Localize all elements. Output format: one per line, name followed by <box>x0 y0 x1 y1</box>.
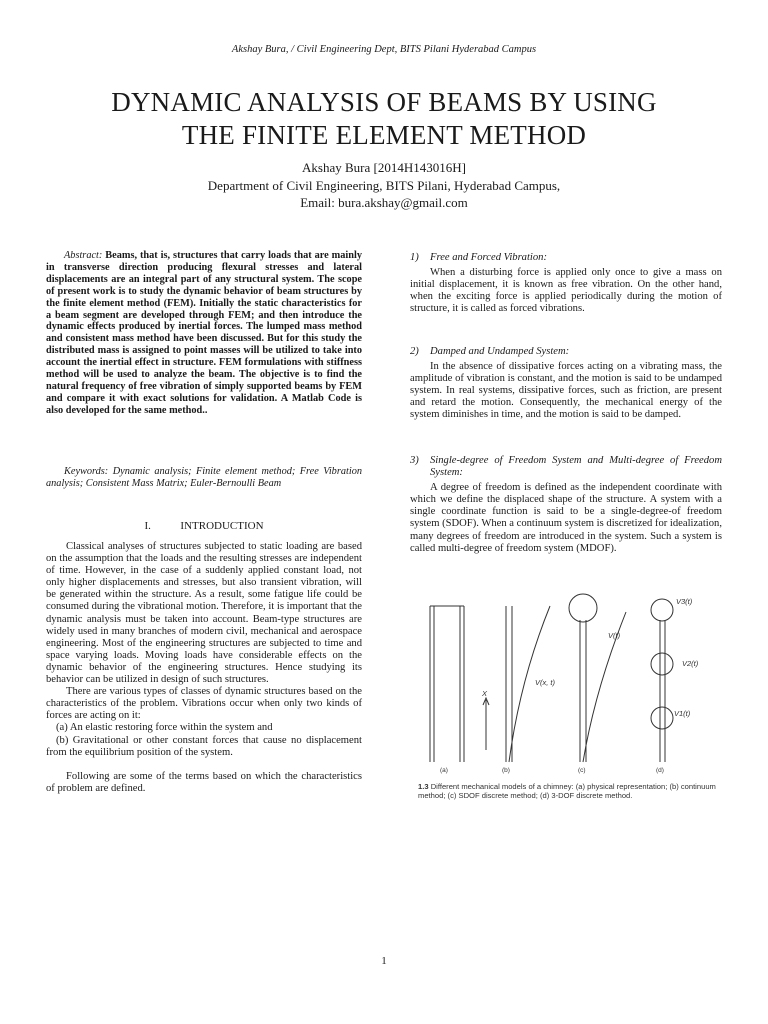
subsection-3-heading <box>410 455 722 479</box>
intro-paragraph-3: Following are some of the terms based on which the characteristics of problem are defined. <box>46 770 362 794</box>
subsection-2-heading <box>410 346 722 358</box>
subsection-3-number: 3) <box>410 455 419 466</box>
figure-caption-text: Different mechanical models of a chimney: (a) physical representation; (b) continuum method; (c) SDOF discrete method; (d) 3-DOF discrete method. <box>418 782 716 800</box>
author-email: Email: bura.akshay@gmail.com <box>300 195 468 210</box>
panel-label-b: (b) <box>502 767 510 774</box>
subsection-2-text: In the absence of dissipative forces acting on a vibrating mass, the amplitude of vibration is constant, and the motion is said to be undamped system. In real systems, dissipative forces, such as friction, are present and retard the motion. Consequently, the mechanical energy of the system diminishes in time, and the motion is said to be damped. <box>410 361 722 421</box>
introduction-body <box>46 541 362 795</box>
subsection-2-title: Damped and Undamped System: <box>430 346 570 357</box>
page-number: 1 <box>381 955 387 967</box>
abstract <box>46 250 362 417</box>
section-number: I. <box>144 520 151 532</box>
section-title: INTRODUCTION <box>180 520 264 532</box>
intro-item-a: (a) An elastic restoring force within the system and <box>56 722 273 734</box>
label-v3: V3(t) <box>676 597 693 606</box>
subsection-1-text: When a disturbing force is applied only once to give a mass on initial displacement, it is known as free vibration. On the other hand, when the exciting force is applied periodically during the motion of structure, it is called as forced vibrations. <box>410 267 722 315</box>
label-v-xt: V(x, t) <box>535 678 555 687</box>
panel-d-3dof <box>651 599 673 762</box>
label-v2: V2(t) <box>682 659 699 668</box>
intro-item-b: (b) Gravitational or other constant forces that cause no displacement from the equilibrium position of the system. <box>46 734 362 758</box>
label-x: X <box>482 689 488 698</box>
abstract-label: Abstract: <box>64 250 103 261</box>
subsection-1 <box>410 252 722 315</box>
subsection-1-heading <box>410 252 722 264</box>
title-line-2: THE FINITE ELEMENT METHOD <box>181 120 587 150</box>
subsection-1-number: 1) <box>410 252 419 263</box>
intro-paragraph-2: There are various types of classes of dynamic structures based on the characteristics of the problem. Vibrations occur when only two kinds of forces are acting on it: <box>46 686 362 722</box>
panel-a-chimney <box>430 606 464 762</box>
author-name: Akshay Bura [2014H143016H] <box>302 160 466 175</box>
keywords: Keywords: Dynamic analysis; Finite element method; Free Vibration analysis; Consistent Mass Matrix; Euler-Bernoulli Beam <box>46 466 362 489</box>
label-v1: V1(t) <box>674 709 691 718</box>
section-heading-introduction <box>46 520 362 532</box>
label-v-t: V(t) <box>608 631 621 640</box>
abstract-text: Beams, that is, structures that carry loads that are mainly in transverse direction producing flexural stresses and lateral displacements are an integral part of any structural system. The scope of present work is to study the dynamic behavior of beam structures by the finite element method (FEM). Initially the static characteristics for a beam segment are developed through FEM; and then introduce the dynamic effects produced by inertial forces. The lumped mass method and consistent mass method have been discussed. But for this study the distributed mass is assigned to point masses will be utilized to take into account the inertial effect in structure. FEM formulations with stiffness method will be used to analyze the beam. The objective is to find the natural frequency of free vibration of simply supported beams by FEM and compare it with exact solutions for validation. A Matlab Code is also developed for the same method.. <box>46 250 362 416</box>
author-affiliation: Department of Civil Engineering, BITS Pilani, Hyderabad Campus, <box>207 178 561 193</box>
paper-title <box>40 86 728 152</box>
panel-label-d: (d) <box>656 767 664 774</box>
subsection-3 <box>410 455 722 555</box>
figure-caption-number: 1.3 <box>418 782 429 791</box>
panel-c-sdof <box>569 594 626 762</box>
subsection-1-title: Free and Forced Vibration: <box>430 252 547 263</box>
running-header: Akshay Bura, / Civil Engineering Dept, BITS Pilani Hyderabad Campus <box>231 44 537 55</box>
subsection-2-number: 2) <box>410 346 419 357</box>
intro-paragraph-1: Classical analyses of structures subjected to static loading are based on the assumption that the loads and the resulting stresses are independent of time. However, in the case of a suddenly applied constant load, not only higher displacements and stresses, but also transient vibration, will be generated within the structure. As a result, some fatigue life could be consumed during the vibrational motion. Therefore, it is important that the dynamic analysis must be taken into account. Beam-type structures are widely used in many branches of modern civil, mechanical and aerospace engineering. Most of the engineering structures are subjected to time and space varying loads. Moving loads have considerable effects on the dynamic behavior of the engineering structures. Hence studying its behavior can be utilized in design of such structures. <box>46 541 362 686</box>
panel-label-a: (a) <box>440 767 448 774</box>
subsection-2 <box>410 346 722 422</box>
subsection-3-text: A degree of freedom is defined as the independent coordinate with which we define the displaced shape of the structure. A system with a single coordinate function is said to be a single-degree-of freedom system (SDOF). When a continuum system is discretized for idealization, many degrees of freedom are introduced in the system. Such a system is called multi-degree of freedom system (MDOF). <box>410 482 722 554</box>
subsection-3-title: Single-degree of Freedom System and Multi-degree of Freedom System: <box>430 455 722 479</box>
figure-caption <box>418 782 718 800</box>
panel-label-c: (c) <box>578 767 586 774</box>
title-line-1: DYNAMIC ANALYSIS OF BEAMS BY USING <box>111 87 657 117</box>
chimney-models-figure <box>410 590 722 812</box>
